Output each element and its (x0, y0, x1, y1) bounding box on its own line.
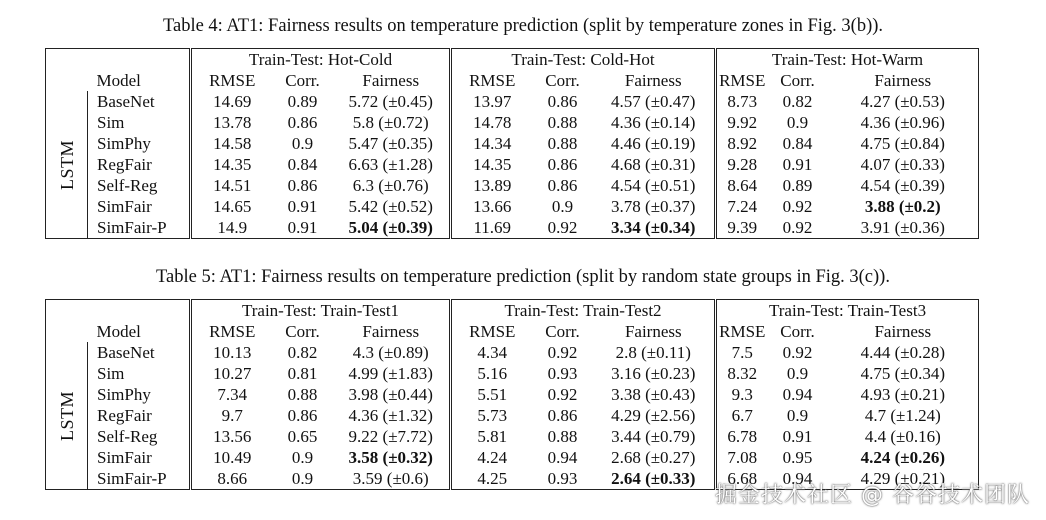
value-cell (828, 447, 979, 468)
value-cell: 0.9 (786, 112, 809, 132)
value-cell: 14.51 (213, 175, 252, 195)
table-row (46, 196, 979, 217)
split-header: Train-Test: Hot-Warm (771, 49, 924, 69)
model-name-cell: SimFair (88, 447, 191, 468)
metric-header: Fairness (593, 70, 716, 91)
value-cell: 4.46 (±0.19) (593, 133, 716, 154)
metric-header: RMSE (719, 321, 766, 341)
group-label-cell (46, 91, 88, 239)
value-cell: 4.29 (±0.21) (860, 468, 945, 488)
split-header: Train-Test: Cold-Hot (451, 49, 716, 71)
best-value: 5.04 (±0.39) (348, 217, 433, 237)
value-cell: 5.72 (±0.45) (333, 91, 451, 112)
value-cell: 8.64 (727, 175, 758, 195)
value-cell: 4.27 (±0.53) (860, 91, 945, 111)
model-name-cell: BaseNet (88, 91, 191, 112)
value-cell: 4.34 (477, 342, 508, 362)
value-cell: 0.9 (786, 363, 809, 383)
value-cell: 6.78 (727, 426, 758, 446)
value-cell: 8.73 (727, 91, 758, 111)
value-cell: 10.13 (213, 342, 252, 362)
model-name-cell: SimPhy (88, 384, 191, 405)
model-name-cell: RegFair (88, 154, 191, 175)
value-cell: 0.86 (287, 405, 318, 425)
value-cell: 0.86 (287, 175, 318, 195)
value-cell: 8.66 (217, 468, 248, 488)
value-cell: 2.68 (±0.27) (593, 447, 716, 468)
value-cell: 6.7 (731, 405, 753, 425)
value-cell: 6.63 (±1.28) (333, 154, 451, 175)
value-cell: 0.86 (287, 112, 318, 132)
value-cell: 0.89 (782, 175, 813, 195)
best-value: 3.88 (±0.2) (864, 196, 941, 216)
value-cell: 6.3 (±0.76) (333, 175, 451, 196)
value-cell (593, 217, 716, 239)
value-cell: 5.81 (477, 426, 508, 446)
value-cell: 4.3 (±0.89) (333, 342, 451, 363)
value-cell: 0.86 (547, 91, 578, 111)
value-cell: 3.44 (±0.79) (593, 426, 716, 447)
model-name-cell: SimFair-P (88, 217, 191, 239)
value-cell: 0.94 (547, 447, 578, 467)
value-cell: 4.75 (±0.84) (860, 133, 945, 153)
metric-header-row (46, 70, 979, 91)
value-cell: 5.47 (±0.35) (333, 133, 451, 154)
value-cell: 0.9 (291, 133, 314, 153)
value-cell: 0.91 (287, 196, 318, 216)
value-cell: 0.65 (287, 426, 318, 446)
split-header: Train-Test: Train-Test3 (768, 300, 927, 320)
metric-header: RMSE (469, 70, 516, 90)
value-cell: 0.86 (547, 405, 578, 425)
table-row (46, 384, 979, 405)
value-cell: 6.68 (727, 468, 758, 488)
value-cell: 0.92 (547, 384, 578, 404)
table-5-caption: Table 5: AT1: Fairness results on temperature prediction (split by random state groups in Fig. 3(c)). (156, 267, 890, 287)
value-cell: 14.9 (217, 217, 248, 237)
metric-header: Fairness (333, 70, 451, 91)
table-row (46, 405, 979, 426)
value-cell: 4.7 (±1.24) (864, 405, 941, 425)
split-header: Train-Test: Hot-Cold (191, 49, 451, 71)
value-cell: 4.68 (±0.31) (593, 154, 716, 175)
model-name-cell: BaseNet (88, 342, 191, 363)
value-cell: 0.92 (782, 342, 813, 362)
value-cell: 7.08 (727, 447, 758, 467)
corner-cell (46, 70, 88, 91)
value-cell: 4.36 (±1.32) (333, 405, 451, 426)
value-cell: 5.8 (±0.72) (333, 112, 451, 133)
value-cell: 13.97 (473, 91, 512, 111)
value-cell: 4.75 (±0.34) (860, 363, 945, 383)
model-name-cell: SimPhy (88, 133, 191, 154)
value-cell: 0.9 (551, 196, 574, 216)
value-cell: 3.16 (±0.23) (593, 363, 716, 384)
corner-cell (88, 49, 191, 71)
value-cell: 3.59 (±0.6) (333, 468, 451, 490)
metric-header: Fairness (593, 321, 716, 342)
value-cell: 14.35 (213, 154, 252, 174)
value-cell: 4.25 (477, 468, 508, 488)
group-label: LSTM (56, 139, 77, 190)
table-row (46, 112, 979, 133)
table-row (46, 363, 979, 384)
value-cell: 0.86 (547, 154, 578, 174)
table-row (46, 133, 979, 154)
best-value: 3.34 (±0.34) (611, 217, 696, 237)
value-cell: 13.56 (213, 426, 252, 446)
value-cell: 0.88 (287, 384, 318, 404)
best-value: 2.64 (±0.33) (611, 468, 696, 488)
value-cell: 3.91 (±0.36) (860, 217, 945, 237)
group-label: LSTM (56, 390, 77, 441)
metric-header: Corr. (285, 70, 320, 90)
model-name-cell: Self-Reg (88, 175, 191, 196)
split-header-row (46, 49, 979, 71)
value-cell (333, 217, 451, 239)
metric-header: RMSE (209, 321, 256, 341)
value-cell: 9.3 (731, 384, 753, 404)
value-cell: 0.9 (786, 405, 809, 425)
value-cell: 0.92 (782, 196, 813, 216)
value-cell: 0.81 (287, 363, 318, 383)
metric-header: Corr. (545, 321, 580, 341)
metric-header: Fairness (874, 321, 932, 341)
value-cell: 4.24 (477, 447, 508, 467)
corner-cell (46, 300, 88, 322)
value-cell: 4.54 (±0.51) (593, 175, 716, 196)
table-row (46, 91, 979, 112)
table-4 (45, 48, 979, 239)
metric-header: Corr. (780, 70, 815, 90)
model-name-cell: Sim (88, 112, 191, 133)
value-cell: 0.92 (547, 217, 578, 237)
value-cell: 13.78 (213, 112, 252, 132)
table-row (46, 154, 979, 175)
value-cell: 0.94 (782, 468, 813, 488)
split-header: Train-Test: Train-Test1 (191, 300, 451, 322)
model-header: Model (88, 70, 191, 91)
value-cell: 4.54 (±0.39) (860, 175, 945, 195)
value-cell: 13.89 (473, 175, 512, 195)
value-cell: 0.92 (547, 342, 578, 362)
metric-header: Fairness (874, 70, 932, 90)
best-value: 3.58 (±0.32) (348, 447, 433, 467)
value-cell: 10.49 (213, 447, 252, 467)
metric-header: RMSE (719, 70, 766, 90)
value-cell: 0.84 (782, 133, 813, 153)
value-cell: 0.93 (547, 468, 578, 488)
value-cell: 0.94 (782, 384, 813, 404)
value-cell: 5.42 (±0.52) (333, 196, 451, 217)
value-cell: 0.88 (547, 112, 578, 132)
value-cell: 3.78 (±0.37) (593, 196, 716, 217)
table-4-caption: Table 4: AT1: Fairness results on temperature prediction (split by temperature zones in Fig. 3(b)). (162, 16, 884, 36)
value-cell: 0.82 (287, 342, 318, 362)
metric-header: Corr. (780, 321, 815, 341)
value-cell: 4.93 (±0.21) (860, 384, 945, 404)
model-name-cell: Sim (88, 363, 191, 384)
metric-header: RMSE (209, 70, 256, 90)
value-cell: 5.73 (477, 405, 508, 425)
value-cell (828, 196, 979, 217)
value-cell: 14.35 (473, 154, 512, 174)
value-cell: 8.92 (727, 133, 758, 153)
table-row (46, 342, 979, 363)
value-cell: 4.07 (±0.33) (860, 154, 945, 174)
value-cell: 7.5 (731, 342, 753, 362)
value-cell: 0.9 (291, 447, 314, 467)
value-cell: 11.69 (473, 217, 512, 237)
value-cell: 4.99 (±1.83) (333, 363, 451, 384)
value-cell: 14.58 (213, 133, 252, 153)
table-row (46, 426, 979, 447)
value-cell: 0.88 (547, 133, 578, 153)
value-cell: 3.38 (±0.43) (593, 384, 716, 405)
group-label-cell (46, 342, 88, 490)
value-cell: 0.91 (782, 154, 813, 174)
model-header: Model (88, 321, 191, 342)
value-cell: 4.44 (±0.28) (860, 342, 945, 362)
value-cell: 4.36 (±0.14) (593, 112, 716, 133)
metric-header-row (46, 321, 979, 342)
value-cell: 8.32 (727, 363, 758, 383)
value-cell: 0.95 (782, 447, 813, 467)
metric-header: Corr. (545, 70, 580, 90)
best-value: 4.24 (±0.26) (860, 447, 945, 467)
value-cell: 0.86 (547, 175, 578, 195)
table-5 (45, 299, 979, 490)
split-header: Train-Test: Train-Test2 (451, 300, 716, 322)
value-cell: 0.89 (287, 91, 318, 111)
value-cell: 5.51 (477, 384, 508, 404)
value-cell: 9.22 (±7.72) (333, 426, 451, 447)
table-row (46, 217, 979, 239)
split-header-row (46, 300, 979, 322)
value-cell: 9.28 (727, 154, 758, 174)
value-cell: 14.65 (213, 196, 252, 216)
value-cell: 4.29 (±2.56) (593, 405, 716, 426)
value-cell: 10.27 (213, 363, 252, 383)
metric-header: Fairness (333, 321, 451, 342)
value-cell: 14.69 (213, 91, 252, 111)
value-cell: 7.24 (727, 196, 758, 216)
value-cell: 9.7 (221, 405, 243, 425)
value-cell: 2.8 (±0.11) (593, 342, 716, 363)
metric-header: RMSE (469, 321, 516, 341)
corner-cell (46, 321, 88, 342)
corner-cell (46, 49, 88, 71)
value-cell: 5.16 (477, 363, 508, 383)
value-cell: 13.66 (473, 196, 512, 216)
value-cell: 3.98 (±0.44) (333, 384, 451, 405)
value-cell: 0.93 (547, 363, 578, 383)
model-name-cell: Self-Reg (88, 426, 191, 447)
value-cell: 4.36 (±0.96) (860, 112, 945, 132)
value-cell: 4.57 (±0.47) (593, 91, 716, 112)
value-cell: 0.91 (782, 426, 813, 446)
watermark-text: 掘金技术社区 @ 谷谷技术团队 (715, 483, 1030, 508)
metric-header: Corr. (285, 321, 320, 341)
corner-cell (88, 300, 191, 322)
value-cell: 4.4 (±0.16) (864, 426, 941, 446)
value-cell (333, 447, 451, 468)
value-cell: 0.92 (782, 217, 813, 237)
value-cell: 14.34 (473, 133, 512, 153)
model-name-cell: SimFair-P (88, 468, 191, 490)
table-row (46, 447, 979, 468)
value-cell: 0.88 (547, 426, 578, 446)
model-name-cell: SimFair (88, 196, 191, 217)
value-cell: 7.34 (217, 384, 248, 404)
value-cell: 9.92 (727, 112, 758, 132)
value-cell (593, 468, 716, 490)
value-cell: 0.91 (287, 217, 318, 237)
table-row (46, 175, 979, 196)
value-cell: 14.78 (473, 112, 512, 132)
value-cell: 9.39 (727, 217, 758, 237)
value-cell: 0.9 (291, 468, 314, 488)
value-cell: 0.82 (782, 91, 813, 111)
value-cell: 0.84 (287, 154, 318, 174)
model-name-cell: RegFair (88, 405, 191, 426)
